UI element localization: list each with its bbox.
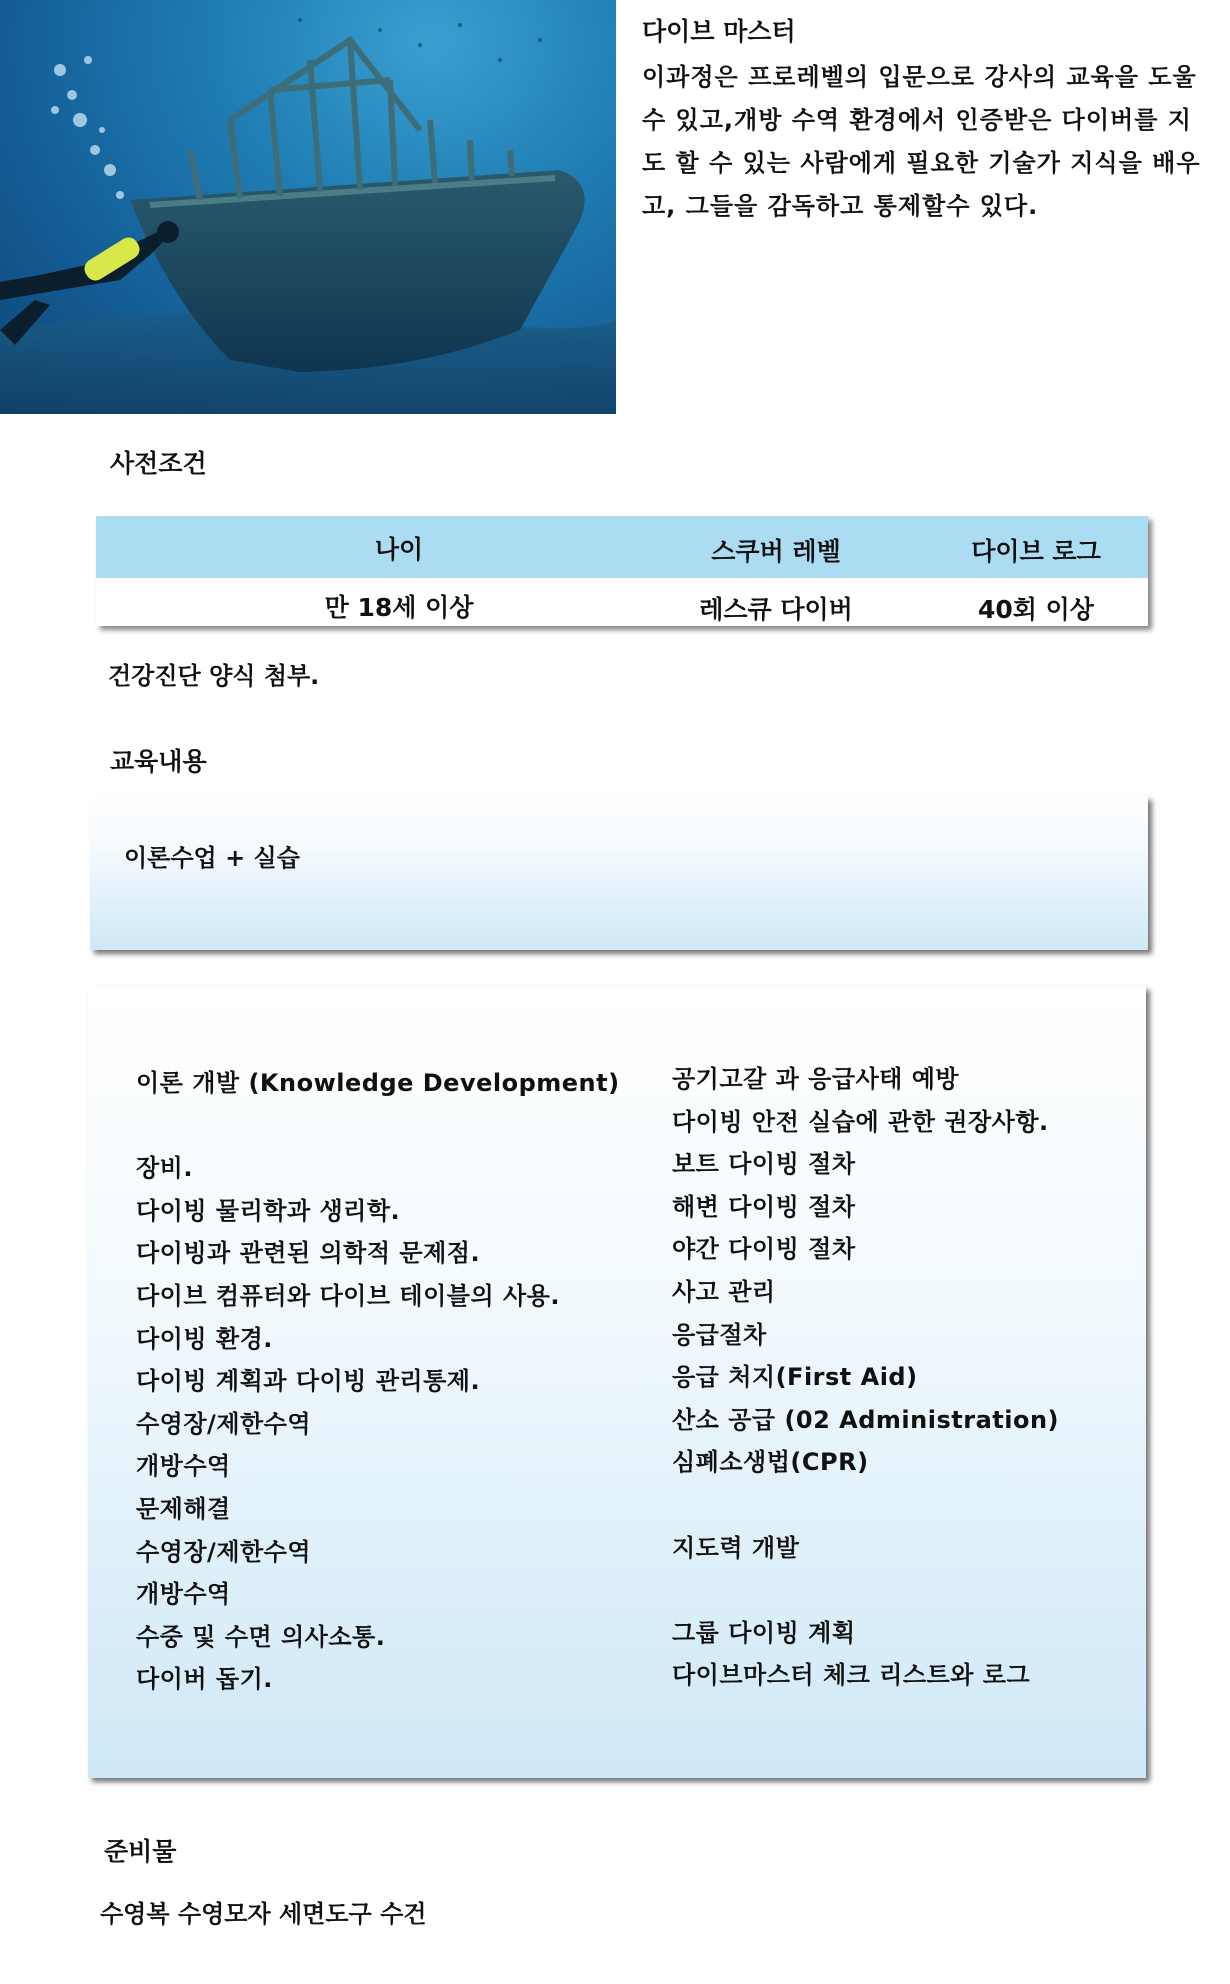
supplies-list: 수영복 수영모자 세면도구 수건 [100,1900,427,1928]
list-item: 문제해결 [136,1494,231,1523]
teaching-method: 이론수업 + 실습 [124,844,300,872]
hero-image-shipwreck-diver [0,0,616,414]
list-item: 다이브 컴퓨터와 다이브 테이블의 사용. [136,1281,560,1310]
list-item: 다이빙 계획과 다이빙 관리통제. [136,1367,481,1396]
education-heading: 교육내용 [110,747,207,776]
list-item: 산소 공급 (02 Administration) [672,1405,1060,1434]
list-item: 수영장/제한수역 [136,1537,312,1566]
list-item: 수중 및 수면 의사소통. [136,1622,386,1651]
list-item: 수영장/제한수역 [136,1409,312,1438]
list-item: 개방수역 [136,1580,231,1609]
curriculum-right-column [672,1058,1059,1697]
list-item [136,1105,620,1148]
teaching-method-box [90,796,1148,950]
list-item: 지도력 개발 [672,1533,800,1562]
list-item: 다이빙과 관련된 의학적 문제점. [136,1239,481,1268]
prerequisites-heading: 사전조건 [110,449,207,478]
header-scuba-level: 스쿠버 레벨 [711,537,841,566]
list-item: 보트 다이빙 절차 [672,1150,856,1179]
list-item: 사고 관리 [672,1277,776,1306]
list-item: 응급절차 [672,1320,767,1349]
list-item: 야간 다이빙 절차 [672,1235,856,1264]
value-age: 만 18세 이상 [324,593,474,622]
list-item [672,1484,1059,1527]
list-item: 다이빙 물리학과 생리학. [136,1196,401,1225]
list-item: 다이버 돕기. [136,1665,273,1694]
curriculum-left-column [136,1062,620,1701]
health-check-note: 건강진단 양식 첨부. [108,662,320,690]
list-item: 장비. [136,1154,193,1183]
list-item: 다이브마스터 체크 리스트와 로그 [672,1661,1031,1690]
list-item: 이론 개발 (Knowledge Development) [136,1069,620,1097]
list-item: 공기고갈 과 응급사태 예방 [672,1065,960,1093]
value-scuba-level: 레스큐 다이버 [699,595,853,624]
value-dive-log: 40회 이상 [978,595,1094,624]
list-item: 응급 처지(First Aid) [672,1363,918,1392]
curriculum-box [88,986,1146,1778]
supplies-heading: 준비물 [104,1837,177,1866]
prerequisites-table [96,516,1148,626]
list-item: 개방수역 [136,1452,231,1481]
list-item: 다이빙 환경. [136,1324,273,1353]
list-item: 다이빙 안전 실습에 관한 권장사항. [672,1107,1049,1136]
course-title: 다이브 마스터 [642,17,796,46]
header-dive-log: 다이브 로그 [971,537,1101,566]
list-item [672,1569,1059,1612]
course-description: 이과정은 프로레벨의 입문으로 강사의 교육을 도울 수 있고,개방 수역 환경에서 인증받은 다이버를 지도 할 수 있는 사람에게 필요한 기술가 지식을 배우고, 그들을 감독하고 통제할수 있다. [642,63,1201,220]
list-item: 그룹 다이빙 계획 [672,1618,856,1647]
header-age: 나이 [374,535,424,564]
list-item: 해변 다이빙 절차 [672,1192,856,1221]
list-item: 심폐소생법(CPR) [672,1448,869,1477]
underwater-scene-illustration [0,0,616,414]
